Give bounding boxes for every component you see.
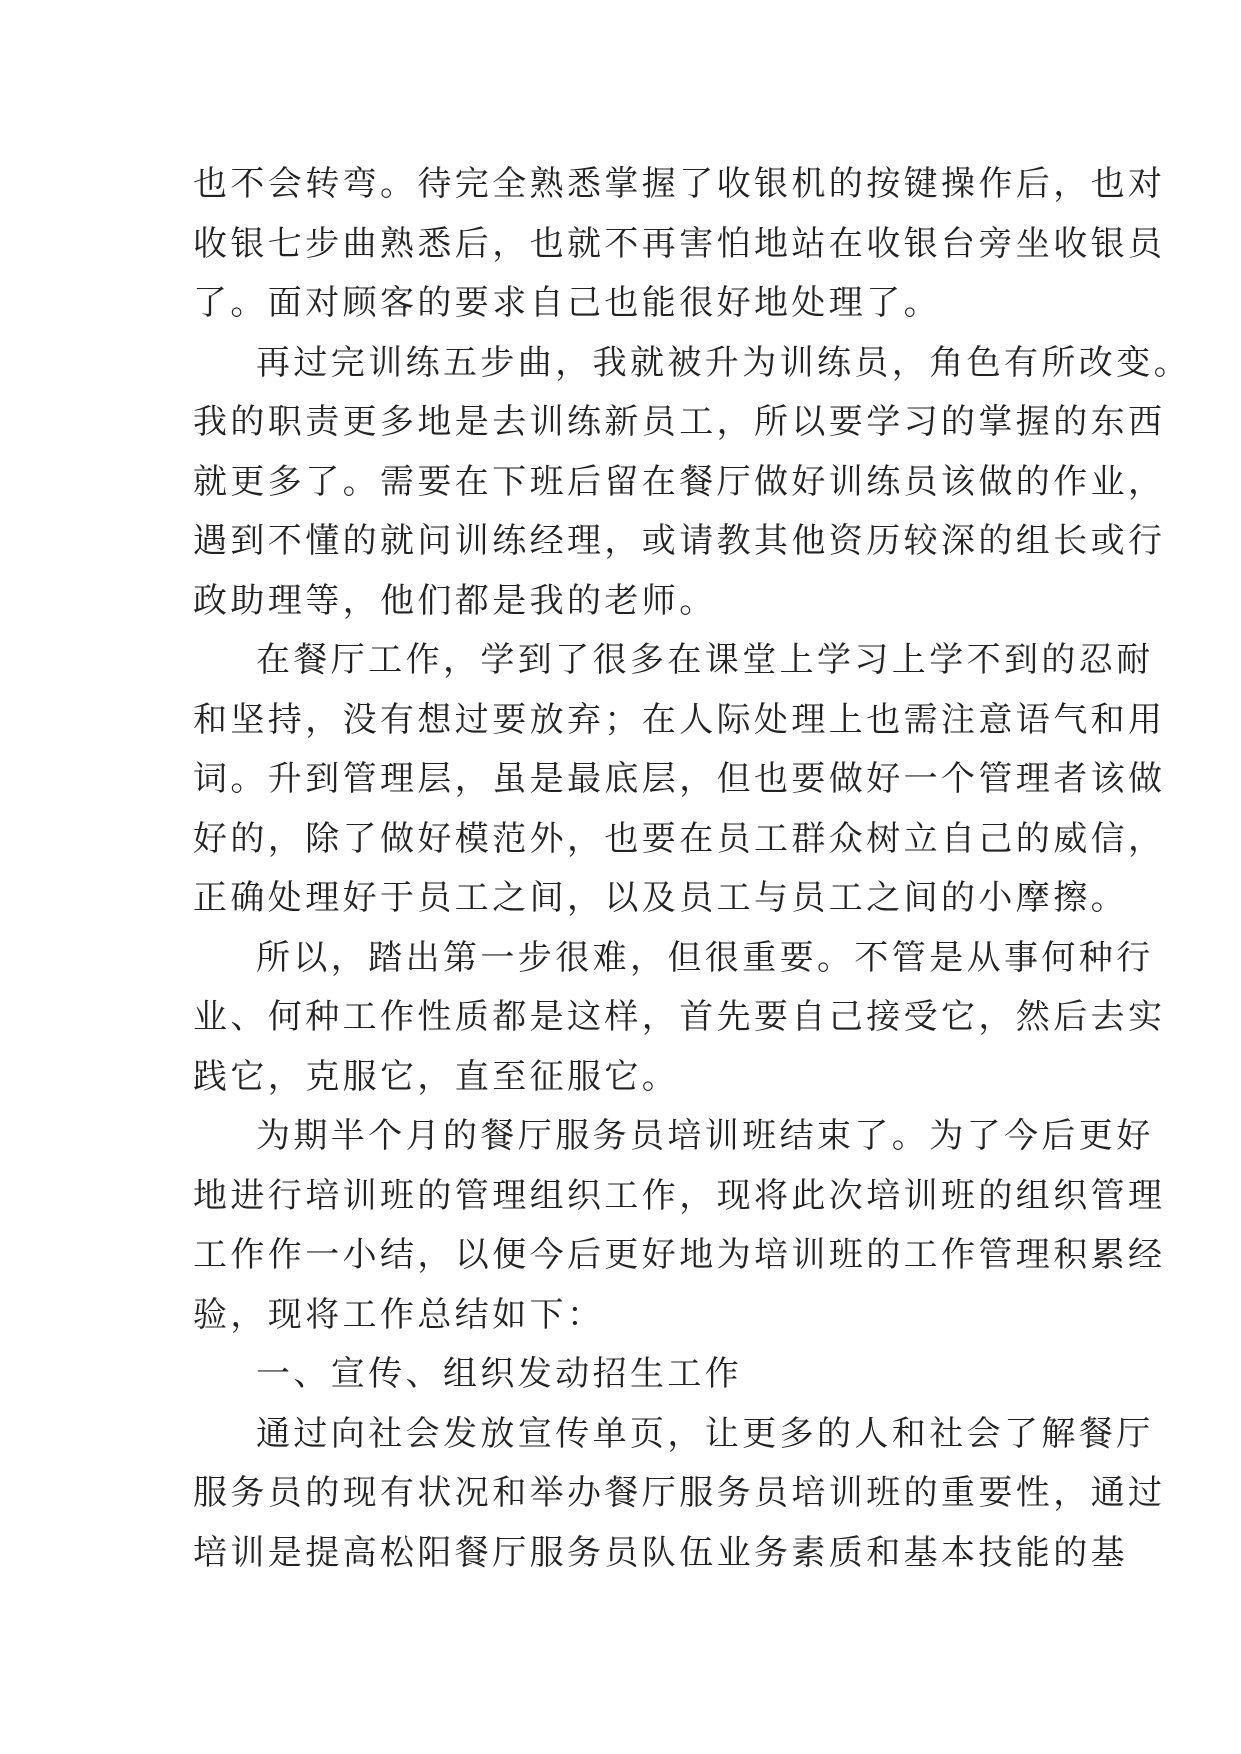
text-line: 遇到不懂的就问训练经理，或请教其他资历较深的组长或行 <box>193 521 1166 561</box>
text-line: 政助理等，他们都是我的老师。 <box>193 580 717 621</box>
text-line: 验，现将工作总结如下： <box>193 1294 605 1335</box>
paragraph-first-line: 通过向社会发放宣传单页，让更多的人和社会了解餐厅 <box>256 1413 1154 1454</box>
paragraph-first-line: 所以，踏出第一步很难，但很重要。不管是从事何种行 <box>256 937 1154 978</box>
text-line: 业、何种工作性质都是这样，首先要自己接受它，然后去实 <box>193 997 1166 1037</box>
text-line: 我的职责更多地是去训练新员工，所以要学习的掌握的东西 <box>193 402 1166 442</box>
section-heading: 一、宣传、组织发动招生工作 <box>256 1354 743 1394</box>
paragraph-first-line: 在餐厅工作，学到了很多在课堂上学习上学不到的忍耐 <box>256 640 1154 680</box>
text-line: 了。面对顾客的要求自己也能很好地处理了。 <box>193 283 941 323</box>
text-line: 就更多了。需要在下班后留在餐厅做好训练员该做的作业， <box>193 461 1166 502</box>
text-line: 践它，克服它，直至征服它。 <box>193 1056 680 1097</box>
paragraph-first-line: 为期半个月的餐厅服务员培训班结束了。为了今后更好 <box>256 1116 1154 1156</box>
text-line: 和坚持，没有想过要放弃；在人际处理上也需注意语气和用 <box>193 699 1166 740</box>
text-line: 好的，除了做好模范外，也要在员工群众树立自己的威信， <box>193 818 1166 859</box>
text-line: 词。升到管理层，虽是最底层，但也要做好一个管理者该做 <box>193 759 1166 799</box>
document-body <box>193 155 1191 1583</box>
paragraph-first-line: 再过完训练五步曲，我就被升为训练员，角色有所改变。 <box>256 342 1191 383</box>
text-line: 地进行培训班的管理组织工作，现将此次培训班的组织管理 <box>193 1175 1166 1216</box>
text-line: 也不会转弯。待完全熟悉掌握了收银机的按键操作后，也对 <box>193 164 1166 204</box>
text-line: 培训是提高松阳餐厅服务员队伍业务素质和基本技能的基 <box>193 1532 1128 1573</box>
text-line: 工作作一小结，以便今后更好地为培训班的工作管理积累经 <box>193 1235 1166 1275</box>
text-line: 正确处理好于员工之间，以及员工与员工之间的小摩擦。 <box>193 878 1128 918</box>
text-line: 收银七步曲熟悉后，也就不再害怕地站在收银台旁坐收银员 <box>193 223 1166 264</box>
text-line: 服务员的现有状况和举办餐厅服务员培训班的重要性，通过 <box>193 1473 1166 1513</box>
